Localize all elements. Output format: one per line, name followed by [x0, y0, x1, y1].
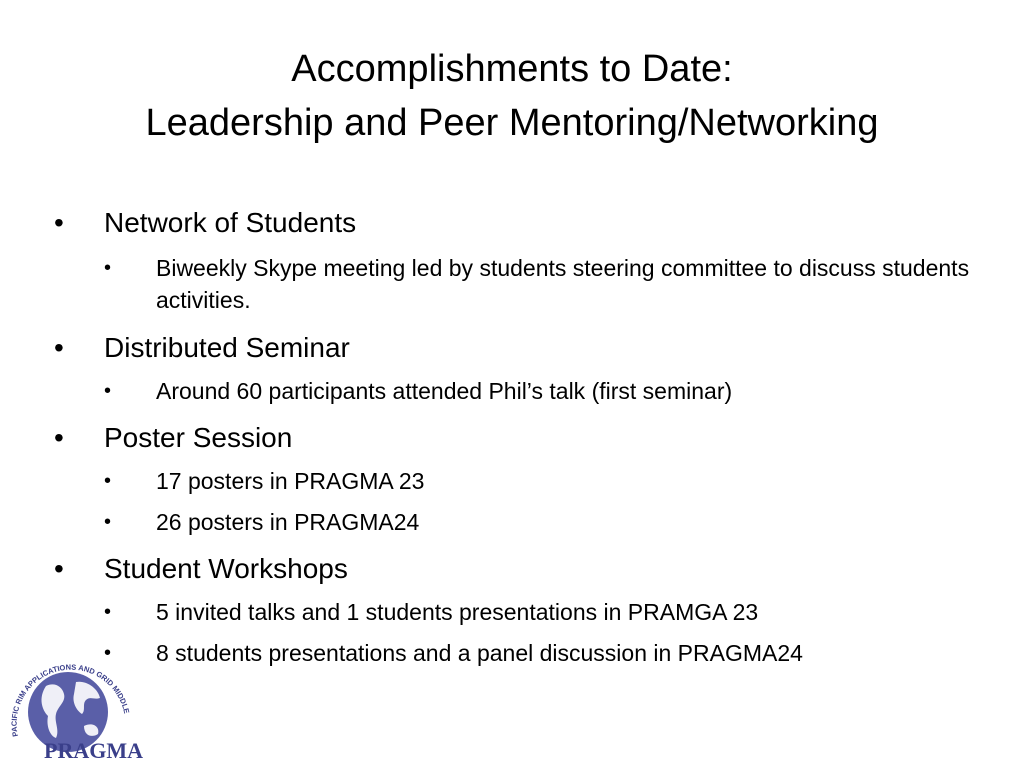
- sub-bullet-dot: •: [104, 470, 112, 492]
- sub-bullet-text: Biweekly Skype meeting led by students steering committee to discuss students activities.: [156, 255, 970, 313]
- bullet-dot: •: [54, 553, 64, 584]
- bullet-heading: Poster Session: [104, 422, 293, 453]
- pragma-logo-graphic: [6, 652, 156, 766]
- bullet-item-distributed-seminar: [0, 330, 1024, 370]
- sub-bullet-dot: •: [104, 257, 112, 279]
- logo-arc-text: PACIFIC RIM APPLICATIONS AND GRID MIDDLE: [9, 662, 132, 738]
- title-line-1: Accomplishments to Date:: [291, 48, 733, 90]
- sub-bullet-text: 26 posters in PRAGMA24: [156, 509, 420, 535]
- sub-bullet-text: 17 posters in PRAGMA 23: [156, 468, 425, 494]
- bullet-dot: •: [54, 422, 64, 453]
- title-line-2: Leadership and Peer Mentoring/Networking: [145, 102, 879, 144]
- bullet-dot: •: [54, 332, 64, 363]
- bullet-heading: Distributed Seminar: [104, 332, 350, 363]
- pragma-logo: [6, 652, 156, 766]
- bullet-heading: Network of Students: [104, 207, 357, 238]
- bullet-heading: Student Workshops: [104, 553, 348, 584]
- sub-bullet-dot: •: [104, 511, 112, 533]
- sub-bullet-text: 5 invited talks and 1 students presentations in PRAMGA 23: [156, 599, 759, 625]
- logo-wordmark: PRAGMA: [44, 738, 143, 763]
- bullet-item-poster-session: [0, 420, 1024, 460]
- sub-bullet-dot: •: [104, 601, 112, 623]
- bullet-dot: •: [54, 207, 64, 238]
- sub-bullet-dot: •: [104, 380, 112, 402]
- bullet-item-network-of-students: [0, 205, 1024, 245]
- sub-bullet-text: Around 60 participants attended Phil’s talk (first seminar): [156, 378, 733, 404]
- sub-bullet-dot: •: [104, 642, 112, 664]
- bullet-item-student-workshops: [0, 551, 1024, 591]
- sub-bullet-text: 8 students presentations and a panel discussion in PRAGMA24: [156, 640, 803, 666]
